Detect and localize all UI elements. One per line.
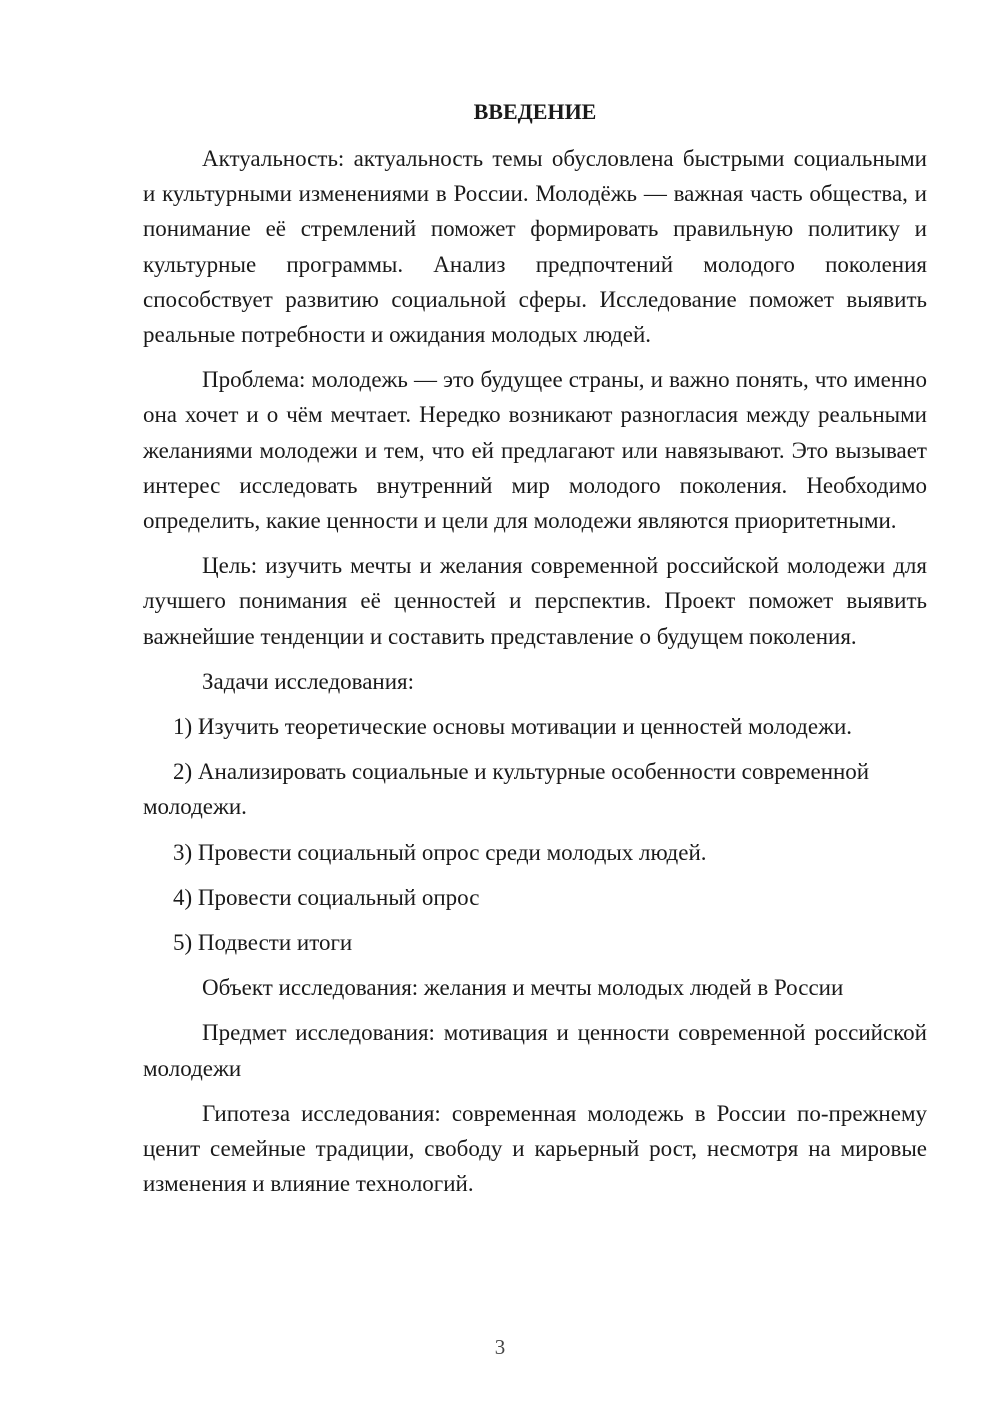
task-item-4: 4) Провести социальный опрос	[173, 884, 480, 910]
paragraph-problem: Проблема: молодежь — это будущее страны, и важно понять, что именно она хочет и о чём мечтает. Нередко возникают разногласия между реальными желаниями молодежи и тем, что ей предлагают или навязывают. Это вызывает интерес исследовать внутренний мир молодого поколения. Необходимо определить, какие ценности и цели для молодежи являются приоритетными.	[143, 367, 927, 534]
paragraph-goal: Цель: изучить мечты и желания современной российской молодежи для лучшего понимания её ценностей и перспектив. Проект поможет выявить важнейшие тенденции и составить представление о будущем поколения.	[143, 553, 927, 649]
task-item-5: 5) Подвести итоги	[173, 930, 353, 956]
tasks-heading: Задачи исследования:	[202, 668, 415, 694]
task-item-3: 3) Провести социальный опрос среди молодых людей.	[173, 839, 707, 865]
task-item-2: 2) Анализировать социальные и культурные особенности современной молодежи.	[143, 759, 870, 820]
page-number: 3	[494, 1335, 506, 1359]
task-item-1: 1) Изучить теоретические основы мотивации и ценностей молодежи.	[173, 714, 853, 740]
paragraph-object: Объект исследования: желания и мечты молодых людей в России	[202, 975, 844, 1001]
paragraph-subject: Предмет исследования: мотивация и ценности современной российской молодежи	[143, 1020, 927, 1081]
paragraph-relevance: Актуальность: актуальность темы обусловлена быстрыми социальными и культурными изменениями в России. Молодёжь — важная часть общества, и понимание её стремлений поможет формировать правильную политику и культурные программы. Анализ предпочтений молодого поколения способствует развитию социальной сферы. Исследование поможет выявить реальные потребности и ожидания молодых людей.	[143, 146, 927, 348]
document-body	[143, 94, 927, 1211]
section-title: ВВЕДЕНИЕ	[473, 99, 597, 124]
paragraph-hypothesis: Гипотеза исследования: современная молодежь в России по-прежнему ценит семейные традиции, свободу и карьерный рост, несмотря на мировые изменения и влияние технологий.	[143, 1100, 927, 1197]
